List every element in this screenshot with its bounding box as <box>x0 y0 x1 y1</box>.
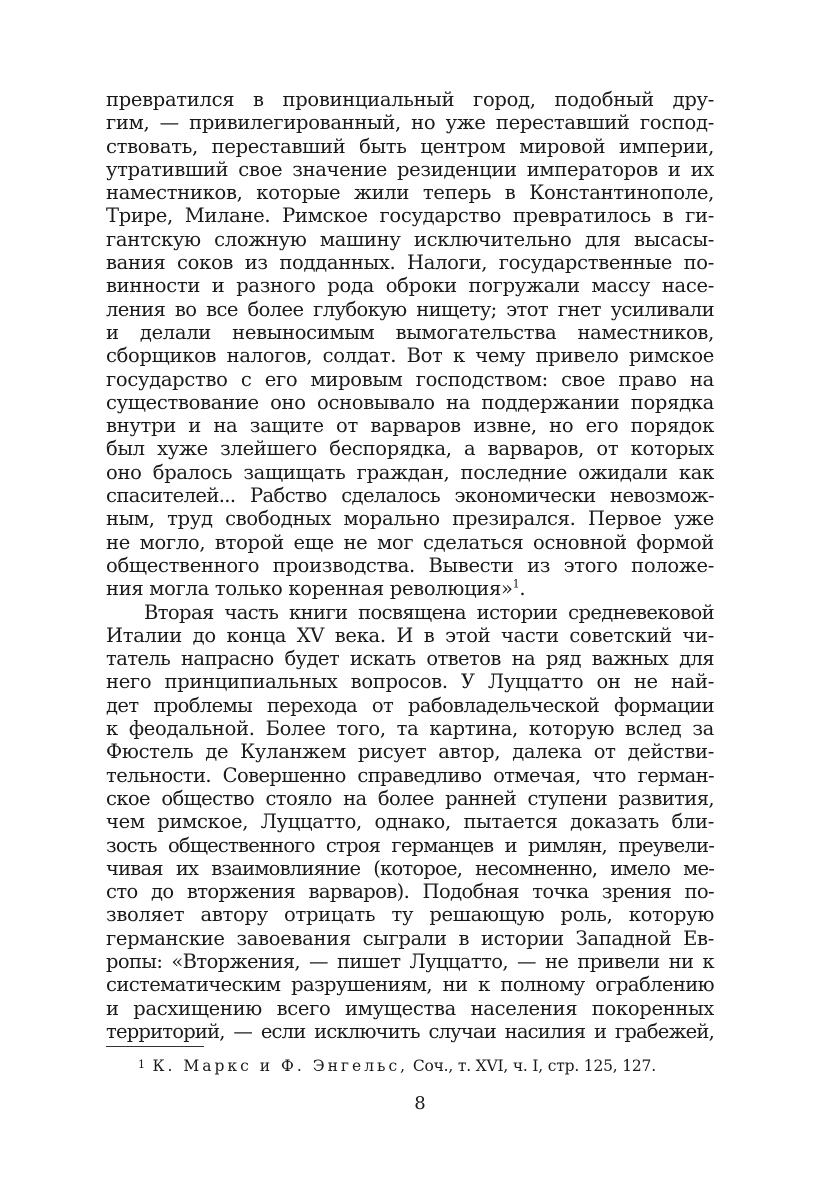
text-line: ское общество стояло на более ранней ступени развития, <box>106 786 714 810</box>
text-line: был хуже злейшего беспорядка, а варваров, от которых <box>106 437 714 461</box>
text-line: чивая их взаимовлияние (которое, несомненно, имело ме- <box>106 856 714 880</box>
text-line: Фюстель де Куланжем рисует автор, далека от действи- <box>106 740 714 764</box>
text-line: превратился в провинциальный город, подобный дру- <box>106 88 714 111</box>
text-line: к феодальной. Более того, та картина, которую вслед за <box>106 717 714 741</box>
text-line: ния могла только коренная революция» <box>106 577 513 601</box>
footnote <box>138 1055 714 1077</box>
footnote-divider <box>106 1046 204 1047</box>
footnote-authors: К. Маркс и Ф. Энгельс, <box>152 1057 409 1075</box>
text-line: ным, труд свободных морально презирался. Первое уже <box>106 507 714 531</box>
text-line: общественного производства. Вывести из этого положе- <box>106 553 714 577</box>
body-text <box>106 88 714 1043</box>
text-line: Трире, Милане. Римское государство превратилось в ги- <box>106 204 714 228</box>
text-line: германские завоевания сыграли в истории Западной Ев- <box>106 926 714 950</box>
text-line-with-footnote-ref: ния могла только коренная революция»$^1$. <box>106 577 526 601</box>
text-line: гантскую сложную машину исключительно для высасы- <box>106 227 714 251</box>
text-line: тельности. Совершенно справедливо отмечая, что герман- <box>106 763 714 787</box>
footnote-source: Соч., т. XVI, ч. I, стр. 125, 127. <box>412 1057 656 1075</box>
text-line: зволяет автору отрицать ту решающую роль, которую <box>106 903 714 927</box>
footnote-reference[interactable]: 1 <box>512 577 520 591</box>
text-line: ропы: «Вторжения, — пишет Луццатто, — не привели ни к <box>106 949 714 973</box>
text-line: винности и разного рода оброки погружали массу насе- <box>106 274 714 298</box>
text-line: сто до вторжения варваров). Подобная точка зрения по- <box>106 880 714 904</box>
text-line: гим, — привилегированный, но уже переставший господ- <box>106 111 714 135</box>
text-line: сборщиков налогов, солдат. Вот к чему привело римское <box>106 344 714 368</box>
text-line: и расхищению всего имущества населения покоренных <box>106 996 714 1020</box>
text-line: татель напрасно будет искать ответов на ряд важных для <box>106 647 714 671</box>
paragraph-first-line: Вторая часть книги посвящена истории средневековой <box>144 600 714 624</box>
text-line: вания соков из подданных. Налоги, государственные по- <box>106 251 714 275</box>
text-line: чем римское, Луццатто, однако, пытается доказать бли- <box>106 810 714 834</box>
text-line: государство с его мировым господством: свое право на <box>106 367 714 391</box>
text-line: существование оно основывало на поддержании порядка <box>106 390 714 414</box>
text-line: оно бралось защищать граждан, последние ожидали как <box>106 460 714 484</box>
text-line: внутри и на защите от варваров извне, но его порядок <box>106 414 714 438</box>
text-line: не могло, второй еще не мог сделаться основной формой <box>106 530 714 554</box>
text-line: спасителей... Рабство сделалось экономически невозмож- <box>106 484 714 508</box>
text-line: дет проблемы перехода от рабовладельческой формации <box>106 693 714 717</box>
text-line: ствовать, переставший быть центром мировой империи, <box>106 134 714 158</box>
text-line: зость общественного строя германцев и римлян, преувели- <box>106 833 714 857</box>
text-line: и делали невыносимым вымогательства наместников, <box>106 320 714 344</box>
text-line: ления во все более глубокую нищету; этот гнет усиливали <box>106 297 714 321</box>
text-line: Италии до конца XV века. И в этой части советский чи- <box>106 623 714 647</box>
text-line: наместников, которые жили теперь в Константинополе, <box>106 181 714 205</box>
footnote-mark: 1 <box>138 1058 145 1071</box>
text-line: территорий, — если исключить случаи насилия и грабежей, <box>106 1019 714 1043</box>
text-line: утративший свое значение резиденции императоров и их <box>106 157 714 181</box>
text-line: систематическим разрушениям, ни к полному ограблению <box>106 973 714 997</box>
text-line: него принципиальных вопросов. У Луццатто он не най- <box>106 670 714 694</box>
page-number: 8 <box>414 1093 426 1114</box>
